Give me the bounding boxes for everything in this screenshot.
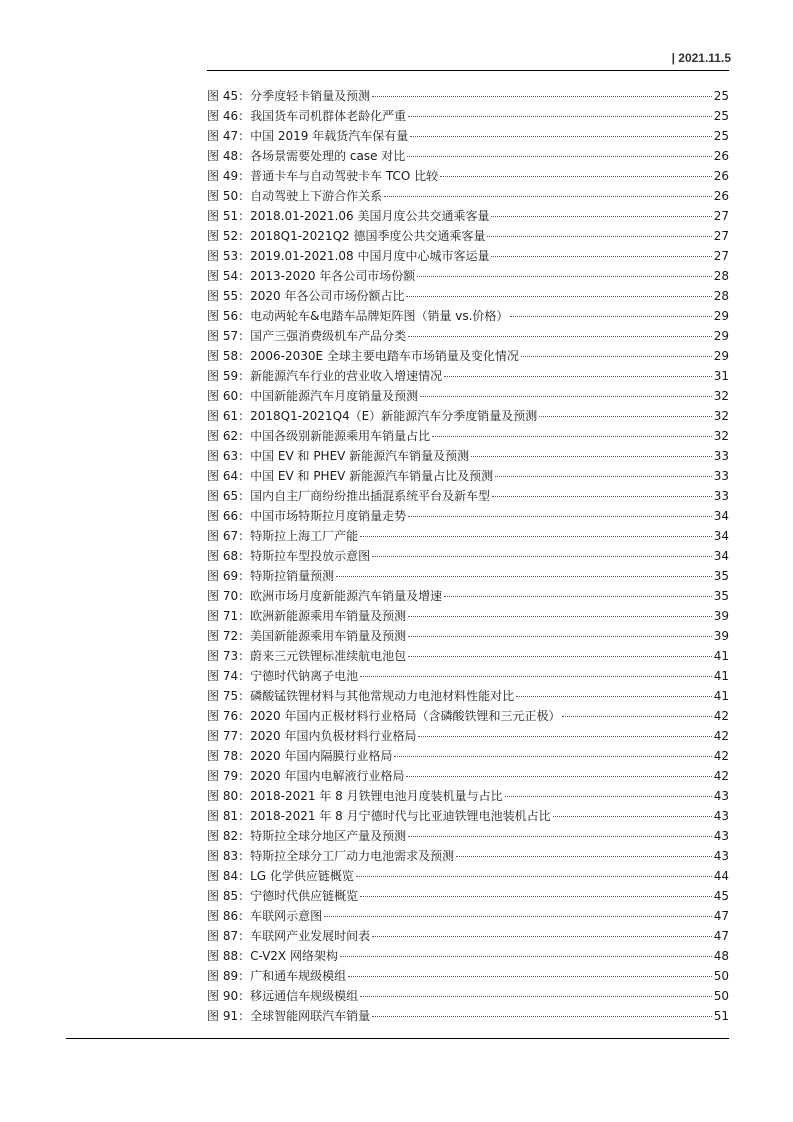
toc-entry-label[interactable]: 图 66：中国市场特斯拉月度销量走势 xyxy=(207,509,407,523)
dot-leader xyxy=(348,976,712,977)
toc-entry-page[interactable]: 35 xyxy=(713,589,729,603)
toc-entry-label[interactable]: 图 59：新能源汽车行业的营业收入增速情况 xyxy=(207,369,443,383)
dot-leader xyxy=(487,236,711,237)
dot-leader xyxy=(394,756,711,757)
toc-entry[interactable] xyxy=(207,966,729,986)
toc-entry[interactable] xyxy=(207,426,729,446)
dot-leader xyxy=(491,256,711,257)
dot-leader xyxy=(360,996,712,997)
toc-entry-page[interactable]: 43 xyxy=(713,849,729,863)
toc-entry-page[interactable]: 29 xyxy=(713,349,729,363)
dot-leader xyxy=(495,476,712,477)
toc-entry[interactable] xyxy=(207,526,729,546)
toc-entry-label[interactable]: 图 72：美国新能源乘用车销量及预测 xyxy=(207,629,407,643)
toc-entry-label[interactable]: 图 47：中国 2019 年载货汽车保有量 xyxy=(207,129,409,143)
dot-leader xyxy=(553,816,712,817)
dot-leader xyxy=(492,496,712,497)
toc-entry-page[interactable]: 47 xyxy=(713,929,729,943)
toc-entry-page[interactable]: 44 xyxy=(713,869,729,883)
toc-entry[interactable] xyxy=(207,826,729,846)
toc-entry[interactable] xyxy=(207,906,729,926)
toc-entry-label[interactable]: 图 69：特斯拉销量预测 xyxy=(207,569,335,583)
toc-entry-page[interactable]: 26 xyxy=(713,149,729,163)
toc-entry-label[interactable]: 图 78：2020 年国内隔膜行业格局 xyxy=(207,749,393,763)
toc-entry-page[interactable]: 27 xyxy=(713,209,729,223)
toc-entry-page[interactable]: 29 xyxy=(713,309,729,323)
toc-entry-label[interactable]: 图 51：2018.01-2021.06 美国月度公共交通乘客量 xyxy=(207,209,490,223)
toc-entry-label[interactable]: 图 75：磷酸锰铁锂材料与其他常规动力电池材料性能对比 xyxy=(207,689,515,703)
toc-entry-page[interactable]: 28 xyxy=(713,289,729,303)
toc-entry[interactable] xyxy=(207,926,729,946)
dot-leader xyxy=(440,176,712,177)
toc-entry-page[interactable]: 48 xyxy=(713,949,729,963)
toc-entry-label[interactable]: 图 50：自动驾驶上下游合作关系 xyxy=(207,189,383,203)
toc-entry-page[interactable]: 41 xyxy=(713,669,729,683)
dot-leader xyxy=(432,436,712,437)
toc-entry[interactable] xyxy=(207,126,729,146)
toc-entry-page[interactable]: 34 xyxy=(713,529,729,543)
toc-entry[interactable] xyxy=(207,606,729,626)
dot-leader xyxy=(456,856,712,857)
toc-entry-label[interactable]: 图 76：2020 年国内正极材料行业格局（含磷酸铁锂和三元正极） xyxy=(207,709,561,723)
toc-entry[interactable] xyxy=(207,986,729,1006)
toc-entry-label[interactable]: 图 80：2018-2021 年 8 月铁锂电池月度装机量与占比 xyxy=(207,789,503,803)
toc-entry-label[interactable]: 图 88：C-V2X 网络架构 xyxy=(207,949,338,963)
toc-entry-label[interactable]: 图 46：我国货车司机群体老龄化严重 xyxy=(207,109,407,123)
toc-entry-label[interactable]: 图 73：蔚来三元铁锂标准续航电池包 xyxy=(207,649,407,663)
toc-entry[interactable] xyxy=(207,206,729,226)
dot-leader xyxy=(408,636,712,637)
dot-leader xyxy=(408,836,712,837)
toc-entry[interactable] xyxy=(207,506,729,526)
toc-entry-label[interactable]: 图 52：2018Q1-2021Q2 德国季度公共交通乘客量 xyxy=(207,229,486,243)
dot-leader xyxy=(420,396,712,397)
toc-entry[interactable] xyxy=(207,586,729,606)
toc-entry[interactable] xyxy=(207,626,729,646)
table-of-figures xyxy=(207,86,729,1026)
toc-entry[interactable] xyxy=(207,766,729,786)
toc-entry[interactable] xyxy=(207,866,729,886)
toc-entry[interactable] xyxy=(207,726,729,746)
toc-entry-page[interactable]: 25 xyxy=(713,89,729,103)
toc-entry[interactable] xyxy=(207,486,729,506)
dot-leader xyxy=(471,456,712,457)
toc-entry[interactable] xyxy=(207,806,729,826)
toc-entry-page[interactable]: 45 xyxy=(713,889,729,903)
toc-entry-page[interactable]: 32 xyxy=(713,389,729,403)
toc-entry-page[interactable]: 31 xyxy=(713,369,729,383)
toc-entry-page[interactable]: 42 xyxy=(713,769,729,783)
toc-entry-label[interactable]: 图 53：2019.01-2021.08 中国月度中心城市客运量 xyxy=(207,249,490,263)
toc-entry-page[interactable]: 32 xyxy=(713,409,729,423)
toc-entry-page[interactable]: 43 xyxy=(713,789,729,803)
dot-leader xyxy=(408,336,712,337)
toc-entry[interactable] xyxy=(207,786,729,806)
dot-leader xyxy=(444,376,712,377)
dot-leader xyxy=(336,576,712,577)
dot-leader xyxy=(510,316,711,317)
toc-entry-label[interactable]: 图 82：特斯拉全球分地区产量及预测 xyxy=(207,829,407,843)
toc-entry-label[interactable]: 图 54：2013-2020 年各公司市场份额 xyxy=(207,269,416,283)
toc-entry-page[interactable]: 33 xyxy=(713,489,729,503)
dot-leader xyxy=(410,136,711,137)
toc-entry-page[interactable]: 32 xyxy=(713,429,729,443)
toc-entry[interactable] xyxy=(207,406,729,426)
toc-entry-label[interactable]: 图 91：全球智能网联汽车销量 xyxy=(207,1009,371,1023)
dot-leader xyxy=(360,536,712,537)
toc-entry-label[interactable]: 图 56：电动两轮车&电踏车品牌矩阵图（销量 vs.价格） xyxy=(207,309,509,323)
dot-leader xyxy=(408,516,712,517)
dot-leader xyxy=(360,676,712,677)
dot-leader xyxy=(356,876,712,877)
toc-entry-label[interactable]: 图 86：车联网示意图 xyxy=(207,909,323,923)
toc-entry[interactable] xyxy=(207,1006,729,1026)
dot-leader xyxy=(408,116,712,117)
toc-entry-page[interactable]: 25 xyxy=(713,109,729,123)
toc-entry-label[interactable]: 图 83：特斯拉全球分工厂动力电池需求及预测 xyxy=(207,849,455,863)
toc-entry-label[interactable]: 图 87：车联网产业发展时间表 xyxy=(207,929,371,943)
dot-leader xyxy=(406,296,711,297)
toc-entry-page[interactable]: 26 xyxy=(713,169,729,183)
toc-entry[interactable] xyxy=(207,386,729,406)
toc-entry[interactable] xyxy=(207,306,729,326)
dot-leader xyxy=(360,896,712,897)
dot-leader xyxy=(505,796,712,797)
toc-entry[interactable] xyxy=(207,366,729,386)
toc-entry-label[interactable]: 图 81：2018-2021 年 8 月宁德时代与比亚迪铁锂电池装机占比 xyxy=(207,809,551,823)
toc-entry[interactable] xyxy=(207,846,729,866)
toc-entry-page[interactable]: 50 xyxy=(713,969,729,983)
toc-entry[interactable] xyxy=(207,186,729,206)
toc-entry-page[interactable]: 41 xyxy=(713,689,729,703)
toc-entry-page[interactable]: 47 xyxy=(713,909,729,923)
toc-entry-label[interactable]: 图 84：LG 化学供应链概览 xyxy=(207,869,354,883)
toc-entry-label[interactable]: 图 60：中国新能源汽车月度销量及预测 xyxy=(207,389,419,403)
toc-entry-page[interactable]: 25 xyxy=(713,129,729,143)
toc-entry-page[interactable]: 43 xyxy=(713,829,729,843)
toc-entry[interactable] xyxy=(207,466,729,486)
toc-entry-page[interactable]: 34 xyxy=(713,549,729,563)
dot-leader xyxy=(384,196,712,197)
toc-entry-label[interactable]: 图 63：中国 EV 和 PHEV 新能源汽车销量及预测 xyxy=(207,449,470,463)
toc-entry-page[interactable]: 51 xyxy=(713,1009,729,1023)
toc-entry-label[interactable]: 图 48：各场景需要处理的 case 对比 xyxy=(207,149,406,163)
toc-entry[interactable] xyxy=(207,446,729,466)
toc-entry-label[interactable]: 图 61：2018Q1-2021Q4（E）新能源汽车分季度销量及预测 xyxy=(207,409,538,423)
toc-entry-label[interactable]: 图 74：宁德时代钠离子电池 xyxy=(207,669,359,683)
toc-entry-label[interactable]: 图 67：特斯拉上海工厂产能 xyxy=(207,529,359,543)
toc-entry[interactable] xyxy=(207,746,729,766)
toc-entry-page[interactable]: 43 xyxy=(713,809,729,823)
dot-leader xyxy=(372,96,712,97)
dot-leader xyxy=(407,156,711,157)
toc-entry[interactable] xyxy=(207,346,729,366)
dot-leader xyxy=(372,1016,712,1017)
toc-entry[interactable] xyxy=(207,106,729,126)
toc-entry[interactable] xyxy=(207,226,729,246)
toc-entry-page[interactable]: 39 xyxy=(713,629,729,643)
toc-entry-label[interactable]: 图 68：特斯拉车型投放示意图 xyxy=(207,549,371,563)
toc-entry-label[interactable]: 图 62：中国各级别新能源乘用车销量占比 xyxy=(207,429,431,443)
toc-entry-page[interactable]: 42 xyxy=(713,749,729,763)
dot-leader xyxy=(444,596,712,597)
toc-entry-label[interactable]: 图 70：欧洲市场月度新能源汽车销量及增速 xyxy=(207,589,443,603)
toc-entry-page[interactable]: 50 xyxy=(713,989,729,1003)
toc-entry[interactable] xyxy=(207,166,729,186)
toc-entry-page[interactable]: 26 xyxy=(713,189,729,203)
toc-entry-label[interactable]: 图 90：移远通信车规级模组 xyxy=(207,989,359,1003)
toc-entry-page[interactable]: 42 xyxy=(713,709,729,723)
toc-entry[interactable] xyxy=(207,706,729,726)
header-date: | 2021.11.5 xyxy=(671,51,731,65)
dot-leader xyxy=(372,556,712,557)
toc-entry[interactable] xyxy=(207,946,729,966)
dot-leader xyxy=(516,696,712,697)
toc-entry-page[interactable]: 33 xyxy=(713,469,729,483)
footer-rule xyxy=(66,1038,729,1039)
toc-entry-label[interactable]: 图 49：普通卡车与自动驾驶卡车 TCO 比较 xyxy=(207,169,439,183)
toc-entry-label[interactable]: 图 77：2020 年国内负极材料行业格局 xyxy=(207,729,417,743)
toc-entry[interactable] xyxy=(207,266,729,286)
toc-entry[interactable] xyxy=(207,686,729,706)
toc-entry-label[interactable]: 图 64：中国 EV 和 PHEV 新能源汽车销量占比及预测 xyxy=(207,469,494,483)
dot-leader xyxy=(372,936,712,937)
toc-entry[interactable] xyxy=(207,86,729,106)
toc-entry-label[interactable]: 图 89：广和通车规级模组 xyxy=(207,969,347,983)
dot-leader xyxy=(408,656,712,657)
dot-leader xyxy=(562,716,711,717)
dot-leader xyxy=(417,276,711,277)
dot-leader xyxy=(406,776,711,777)
dot-leader xyxy=(418,736,711,737)
toc-entry-label[interactable]: 图 79：2020 年国内电解液行业格局 xyxy=(207,769,405,783)
toc-entry[interactable] xyxy=(207,666,729,686)
toc-entry[interactable] xyxy=(207,146,729,166)
toc-entry-page[interactable]: 28 xyxy=(713,269,729,283)
toc-entry-label[interactable]: 图 71：欧洲新能源乘用车销量及预测 xyxy=(207,609,407,623)
toc-entry-page[interactable]: 33 xyxy=(713,449,729,463)
dot-leader xyxy=(408,616,712,617)
dot-leader xyxy=(491,216,711,217)
toc-entry-label[interactable]: 图 65：国内自主厂商纷纷推出插混系统平台及新车型 xyxy=(207,489,491,503)
toc-entry[interactable] xyxy=(207,566,729,586)
dot-leader xyxy=(539,416,711,417)
toc-entry[interactable] xyxy=(207,886,729,906)
dot-leader xyxy=(324,916,712,917)
header-rule xyxy=(207,70,729,71)
toc-entry[interactable] xyxy=(207,286,729,306)
toc-entry-page[interactable]: 29 xyxy=(713,329,729,343)
toc-entry-label[interactable]: 图 55：2020 年各公司市场份额占比 xyxy=(207,289,405,303)
toc-entry-page[interactable]: 34 xyxy=(713,509,729,523)
toc-entry-label[interactable]: 图 85：宁德时代供应链概览 xyxy=(207,889,359,903)
toc-entry-page[interactable]: 27 xyxy=(713,229,729,243)
toc-entry-page[interactable]: 41 xyxy=(713,649,729,663)
toc-entry[interactable] xyxy=(207,646,729,666)
toc-entry[interactable] xyxy=(207,326,729,346)
toc-entry[interactable] xyxy=(207,246,729,266)
toc-entry-label[interactable]: 图 57：国产三强消费级机车产品分类 xyxy=(207,329,407,343)
toc-entry[interactable] xyxy=(207,546,729,566)
toc-entry-page[interactable]: 27 xyxy=(713,249,729,263)
dot-leader xyxy=(340,956,712,957)
toc-entry-page[interactable]: 39 xyxy=(713,609,729,623)
toc-entry-label[interactable]: 图 45：分季度轻卡销量及预测 xyxy=(207,89,371,103)
toc-entry-page[interactable]: 35 xyxy=(713,569,729,583)
dot-leader xyxy=(521,356,712,357)
toc-entry-page[interactable]: 42 xyxy=(713,729,729,743)
toc-entry-label[interactable]: 图 58：2006-2030E 全球主要电踏车市场销量及变化情况 xyxy=(207,349,519,363)
